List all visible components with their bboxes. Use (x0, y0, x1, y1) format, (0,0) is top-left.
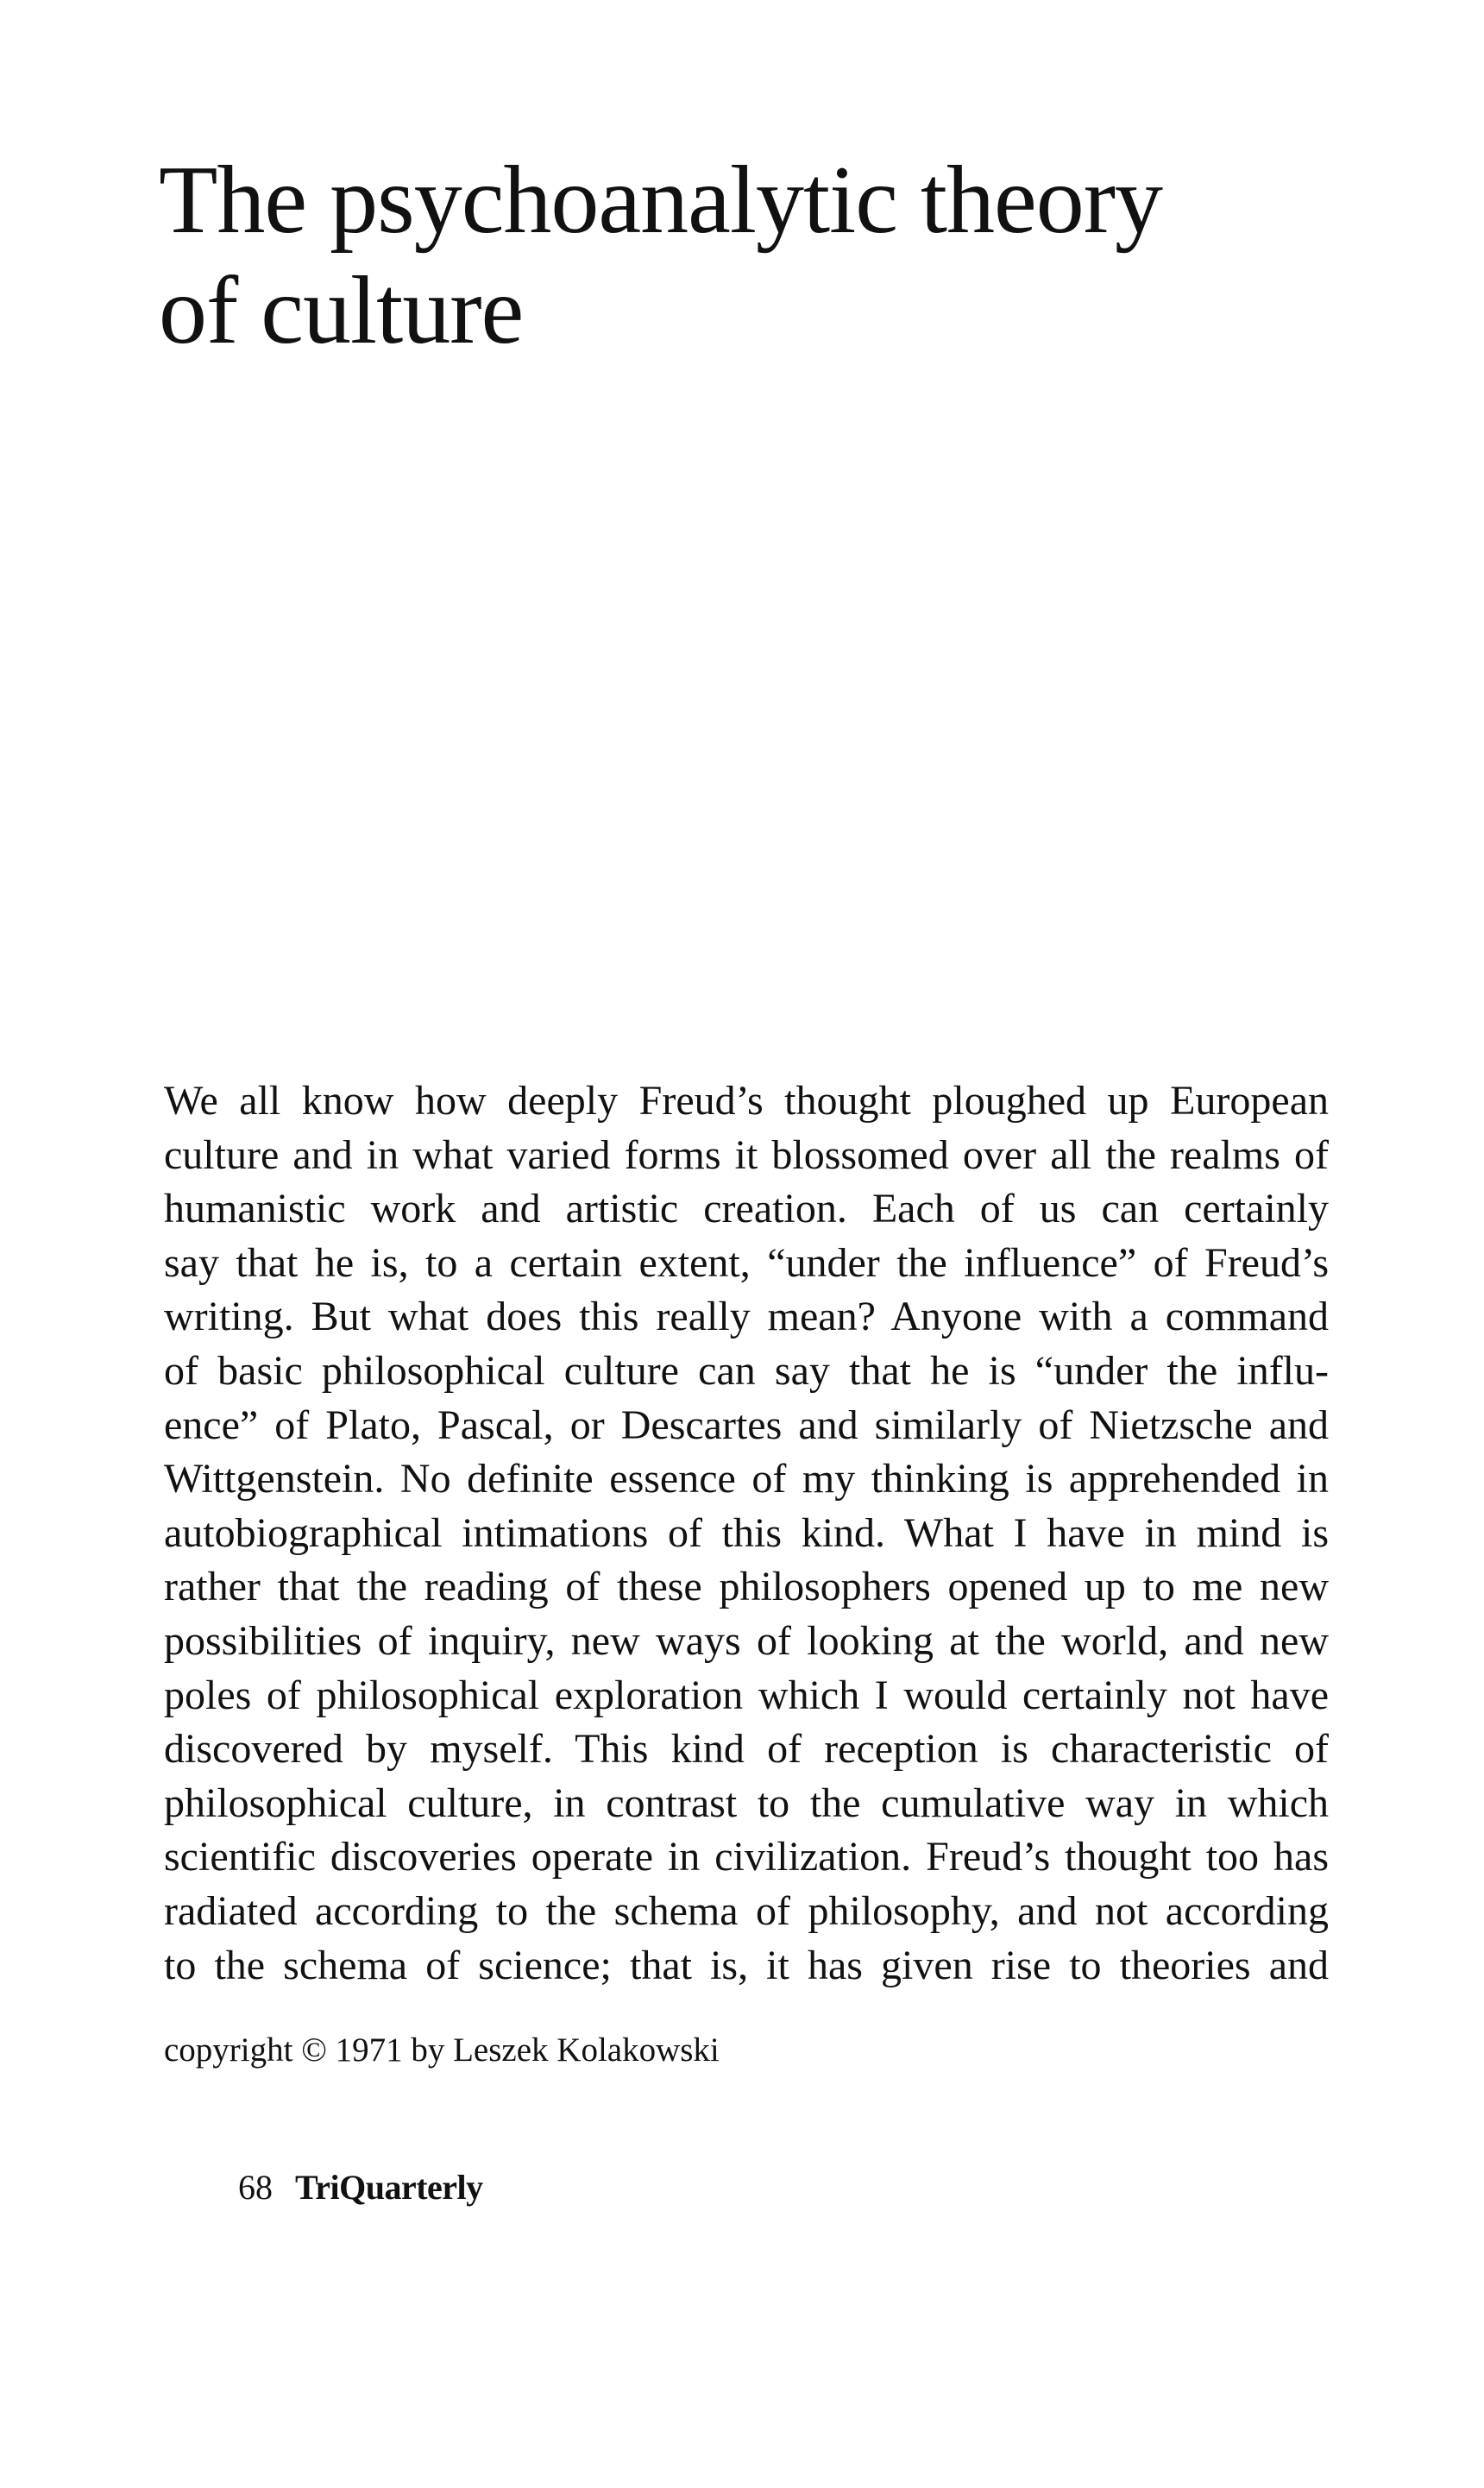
body-line: ence” of Plato, Pascal, or Descartes and similarly of Nietzsche and (164, 1401, 1329, 1448)
body-line: say that he is, to a certain extent, “under the influence” of Freud’s (164, 1239, 1329, 1286)
body-line: writing. But what does this really mean? Anyone with a command (164, 1294, 1329, 1340)
journal-name: TriQuarterly (295, 2168, 483, 2207)
title-line: of culture (159, 257, 524, 364)
body-line: possibilities of inquiry, new ways of looking at the world, and new (164, 1617, 1329, 1664)
body-line: radiated according to the schema of philosophy, and not according (164, 1887, 1329, 1934)
body-line: We all know how deeply Freud’s thought ploughed up European (164, 1078, 1329, 1124)
body-line: culture and in what varied forms it blossomed over all the realms of (164, 1131, 1329, 1178)
article-title (159, 145, 1280, 366)
page-footer (238, 2166, 483, 2209)
body-line: to the schema of science; that is, it has given rise to theories and (164, 1942, 1329, 1988)
body-line: philosophical culture, in contrast to the cumulative way in which (164, 1779, 1329, 1826)
body-paragraph (164, 1074, 1329, 1993)
body-line: rather that the reading of these philosophers opened up to me new (164, 1564, 1329, 1610)
body-line: poles of philosophical exploration which I would certainly not have (164, 1672, 1329, 1718)
body-line: Wittgenstein. No definite essence of my thinking is apprehended in (164, 1456, 1329, 1502)
body-line: discovered by myself. This kind of reception is characteristic of (164, 1726, 1329, 1773)
page-number: 68 (238, 2168, 273, 2207)
body-line: of basic philosophical culture can say that he is “under the influ- (164, 1347, 1329, 1394)
body-line: autobiographical intimations of this kind. What I have in mind is (164, 1509, 1329, 1556)
copyright-notice: copyright © 1971 by Leszek Kolakowski (164, 2031, 720, 2069)
body-line: scientific discoveries operate in civilization. Freud’s thought too has (164, 1834, 1329, 1880)
title-line: The psychoanalytic theory (159, 147, 1163, 254)
body-line: humanistic work and artistic creation. Each of us can certainly (164, 1186, 1329, 1232)
